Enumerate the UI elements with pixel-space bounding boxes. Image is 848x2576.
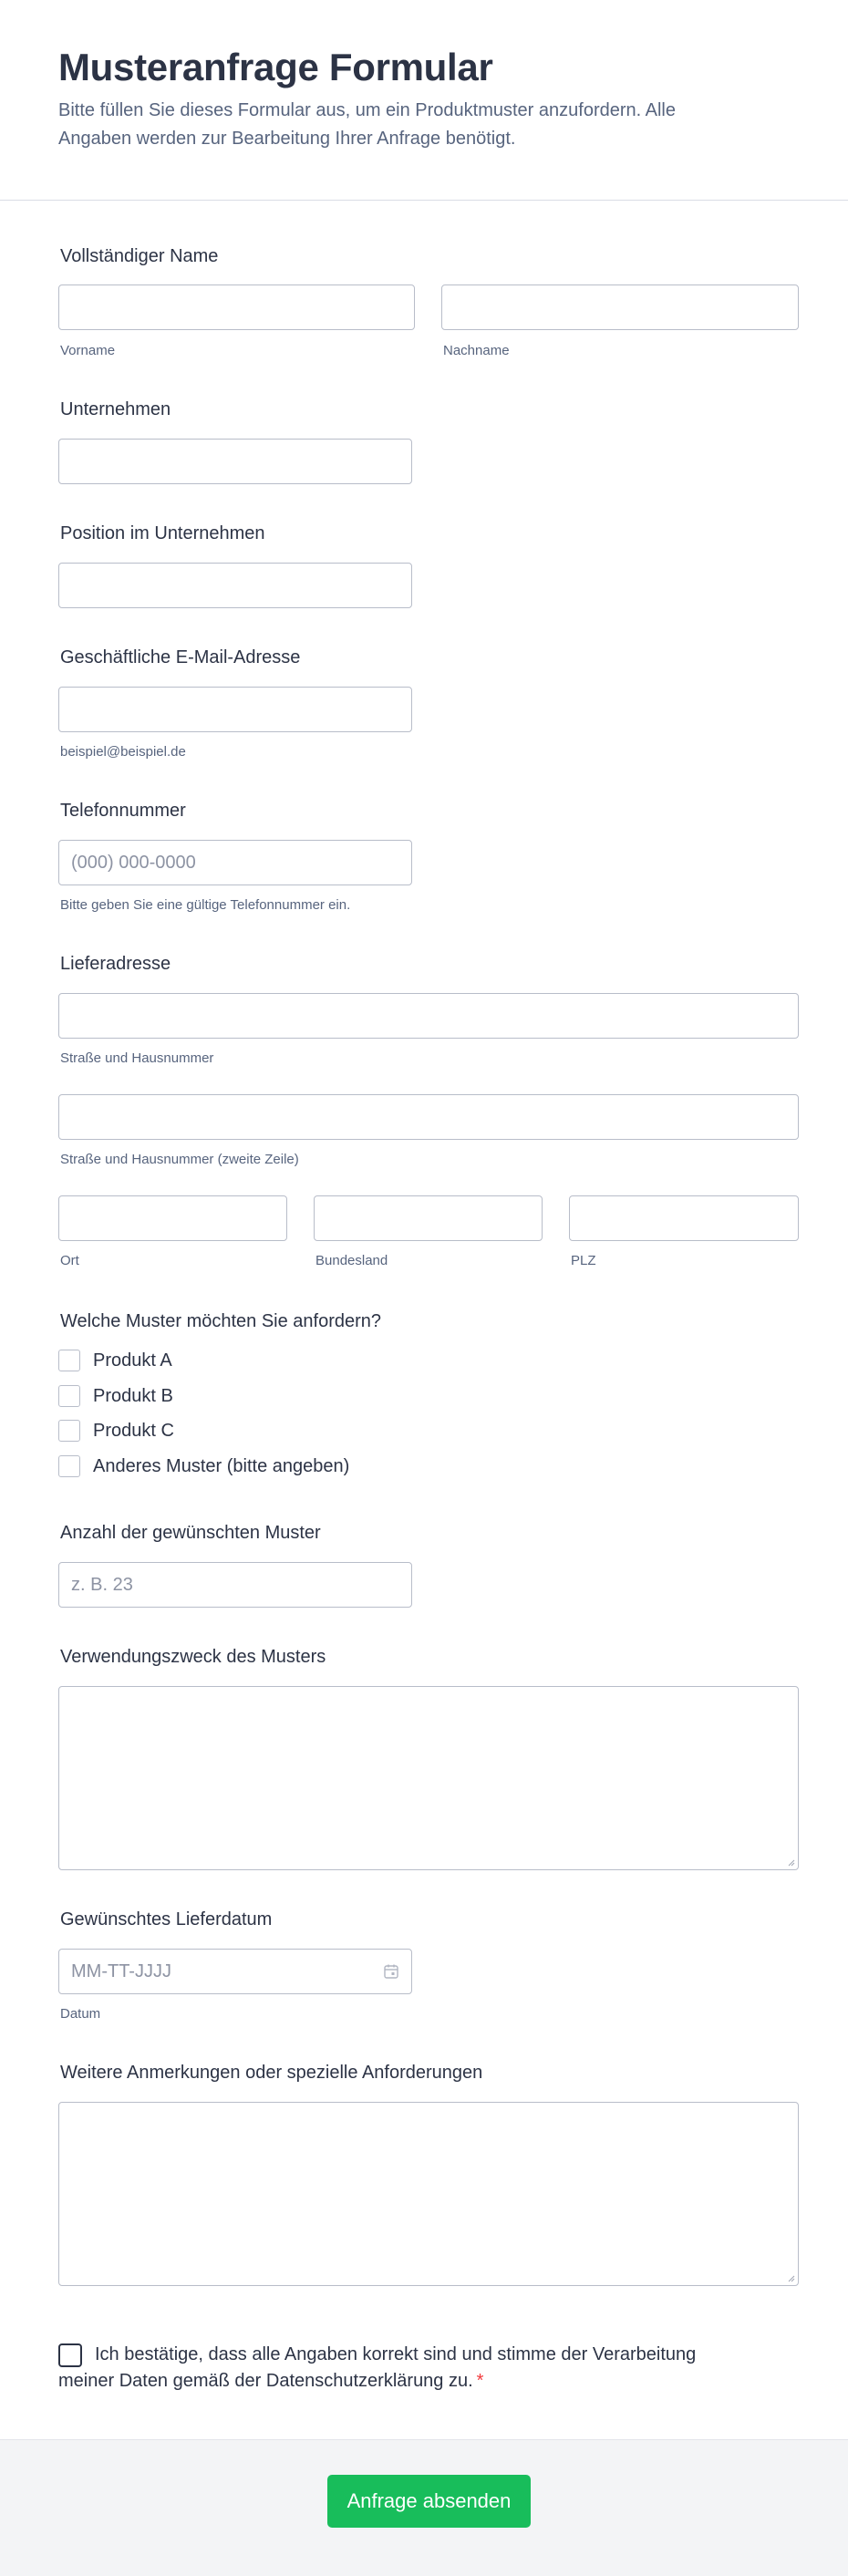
- notes-label: Weitere Anmerkungen oder spezielle Anforderungen: [60, 2063, 483, 2083]
- sample-option-label: Produkt A: [93, 1350, 172, 1371]
- city-sublabel: Ort: [60, 1253, 79, 1268]
- form-header: [0, 0, 848, 201]
- last-name-sublabel: Nachname: [443, 343, 510, 358]
- last-name-input[interactable]: [441, 284, 799, 330]
- checkbox[interactable]: [58, 1350, 80, 1371]
- checkbox[interactable]: [58, 1385, 80, 1407]
- street-input[interactable]: [58, 993, 799, 1039]
- purpose-label: Verwendungszweck des Musters: [60, 1647, 326, 1667]
- zip-input[interactable]: [569, 1195, 799, 1241]
- phone-sublabel: Bitte geben Sie eine gültige Telefonnummer ein.: [60, 897, 351, 913]
- position-input[interactable]: [58, 563, 412, 608]
- resize-handle-icon[interactable]: [786, 2273, 795, 2282]
- street2-input[interactable]: [58, 1094, 799, 1140]
- notes-textarea[interactable]: [58, 2102, 799, 2286]
- full-name-label: Vollständiger Name: [60, 246, 219, 266]
- submit-button[interactable]: Anfrage absenden: [327, 2475, 531, 2528]
- email-sublabel: beispiel@beispiel.de: [60, 744, 186, 760]
- quantity-label: Anzahl der gewünschten Muster: [60, 1523, 321, 1543]
- first-name-input[interactable]: [58, 284, 415, 330]
- sample-option-b[interactable]: [58, 1384, 173, 1408]
- samples-label: Welche Muster möchten Sie anfordern?: [60, 1311, 382, 1331]
- email-input[interactable]: [58, 687, 412, 732]
- resize-handle-icon[interactable]: [786, 1857, 795, 1867]
- state-sublabel: Bundesland: [315, 1253, 388, 1268]
- checkbox[interactable]: [58, 1420, 80, 1442]
- delivery-date-sublabel: Datum: [60, 2006, 101, 2022]
- phone-input[interactable]: [58, 840, 412, 885]
- zip-sublabel: PLZ: [571, 1253, 596, 1268]
- address-label: Lieferadresse: [60, 954, 171, 974]
- city-input[interactable]: [58, 1195, 287, 1241]
- first-name-sublabel: Vorname: [60, 343, 116, 358]
- page-subtitle: Bitte füllen Sie dieses Formular aus, um ein Produktmuster anzufordern. Alle Angaben werden zur Bearbeitung Ihrer Anfrage benötigt.: [58, 100, 676, 149]
- sample-option-label: Produkt C: [93, 1420, 174, 1441]
- delivery-date-label: Gewünschtes Lieferdatum: [60, 1909, 273, 1929]
- checkbox[interactable]: [58, 1455, 80, 1477]
- consent-label: [58, 2342, 715, 2395]
- purpose-textarea[interactable]: [58, 1686, 799, 1870]
- street2-sublabel: Straße und Hausnummer (zweite Zeile): [60, 1152, 299, 1167]
- calendar-icon[interactable]: [383, 1963, 399, 1980]
- phone-label: Telefonnummer: [60, 801, 186, 821]
- position-label: Position im Unternehmen: [60, 523, 265, 543]
- email-label: Geschäftliche E-Mail-Adresse: [60, 647, 301, 667]
- required-mark: *: [476, 2371, 484, 2391]
- quantity-input[interactable]: [58, 1562, 412, 1608]
- sample-option-other[interactable]: [58, 1454, 349, 1478]
- sample-option-label: Anderes Muster (bitte angeben): [93, 1455, 350, 1476]
- delivery-date-input[interactable]: [58, 1949, 412, 1994]
- company-input[interactable]: [58, 439, 412, 484]
- consent-text: Ich bestätige, dass alle Angaben korrekt sind und stimme der Verarbeitung meiner Daten gemäß der Datenschutzerklärung zu.: [58, 2344, 697, 2391]
- page-title: Musteranfrage Formular: [58, 46, 493, 88]
- state-input[interactable]: [314, 1195, 543, 1241]
- company-label: Unternehmen: [60, 399, 171, 419]
- street-sublabel: Straße und Hausnummer: [60, 1050, 214, 1066]
- sample-option-label: Produkt B: [93, 1385, 173, 1406]
- sample-option-c[interactable]: [58, 1419, 174, 1443]
- sample-option-a[interactable]: [58, 1349, 172, 1372]
